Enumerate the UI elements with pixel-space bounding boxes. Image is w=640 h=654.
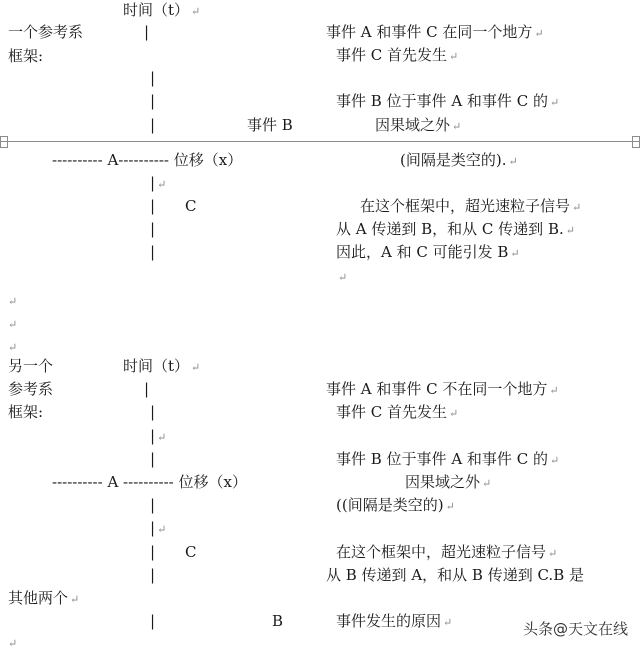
frame1-axis-bar: | [150,220,156,238]
frame1-x-axis: ---------- A---------- 位移（x） [52,151,243,169]
frame1-paragraph-line: 从 A 传递到 B，和从 C 传递到 B. ↵ [336,220,575,238]
frame2-axis-bar: | [150,496,156,514]
frame1-note-same-place: 事件 A 和事件 C 在同一个地方 ↵ [326,23,544,41]
frame2-paragraph-line: 事件发生的原因 ↵ [336,612,453,630]
frame1-time-axis-label: 时间（t） ↵ [123,1,201,19]
frame1-axis-bar: | [150,243,156,261]
paragraph-mark: ↵ [8,637,18,650]
frame2-frame-label-2: 参考系 [8,380,54,398]
frame2-time-axis-label: 时间（t） ↵ [123,357,201,375]
frame2-x-axis: ---------- A ---------- 位移（x） [52,473,247,491]
frame2-note-causal: 因果域之外 ↵ [405,473,492,491]
frame2-note-c-first: 事件 C 首先发生 ↵ [336,403,459,421]
frame2-frame-label-3: 框架: [8,403,44,421]
frame1-axis-bar: | [150,197,156,215]
frame2-note-b-position: 事件 B 位于事件 A 和事件 C 的 ↵ [336,450,560,468]
frame2-axis-bar: | ↵ [150,427,167,445]
separator-end-mark [0,136,8,148]
frame1-axis-bar: | [150,116,156,134]
frame2-paragraph-line: 在这个框架中，超光速粒子信号 ↵ [336,543,558,561]
frame1-note-b-position: 事件 B 位于事件 A 和事件 C 的 ↵ [336,92,560,110]
frame1-note-c-first: 事件 C 首先发生 ↵ [336,46,459,64]
frame1-event-b-label: 事件 B [247,116,293,134]
frame2-axis-bar: | [144,380,150,398]
frame1-axis-bar: | [144,23,150,41]
frame1-axis-bar: | [150,92,156,110]
frame2-axis-bar: | [150,566,156,584]
paragraph-mark: ↵ [338,271,348,284]
paragraph-mark: ↵ [8,318,18,331]
frame2-note-diff-place: 事件 A 和事件 C 不在同一个地方 ↵ [326,380,559,398]
frame2-interval-note: ((间隔是类空的) ↵ [336,496,455,514]
frame2-axis-bar: | [150,612,156,630]
frame1-paragraph-line: 在这个框架中，超光速粒子信号 ↵ [360,197,582,215]
frame1-note-causal: 因果域之外 ↵ [375,116,462,134]
separator-end-mark [632,136,640,148]
frame1-axis-bar: | [150,69,156,87]
frame1-axis-bar: | ↵ [150,174,167,192]
frame2-axis-bar: | [150,403,156,421]
paragraph-mark: ↵ [8,295,18,308]
frame1-frame-label-2: 框架: [8,47,44,65]
frame1-interval-note: (间隔是类空的). ↵ [400,151,518,169]
frame2-paragraph-line: 其他两个 ↵ [8,589,80,607]
frame1-paragraph-line: 因此，A 和 C 可能引发 B ↵ [336,243,520,261]
frame2-axis-bar: | [150,543,156,561]
paragraph-mark: ↵ [8,341,18,354]
frame2-axis-bar: | ↵ [150,519,167,537]
frame2-paragraph-line: 从 B 传递到 A，和从 B 传递到 C.B 是 [326,566,584,584]
frame2-event-b-label: B [272,612,284,630]
frame1-frame-label-1: 一个参考系 [8,23,84,41]
frame1-event-c-label: C [185,197,197,215]
frame2-event-c-label: C [185,543,197,561]
source-watermark: 头条@天文在线 [522,620,628,638]
page-separator [0,141,640,142]
frame2-axis-bar: | [150,450,156,468]
frame2-frame-label-1: 另一个 [8,357,54,375]
